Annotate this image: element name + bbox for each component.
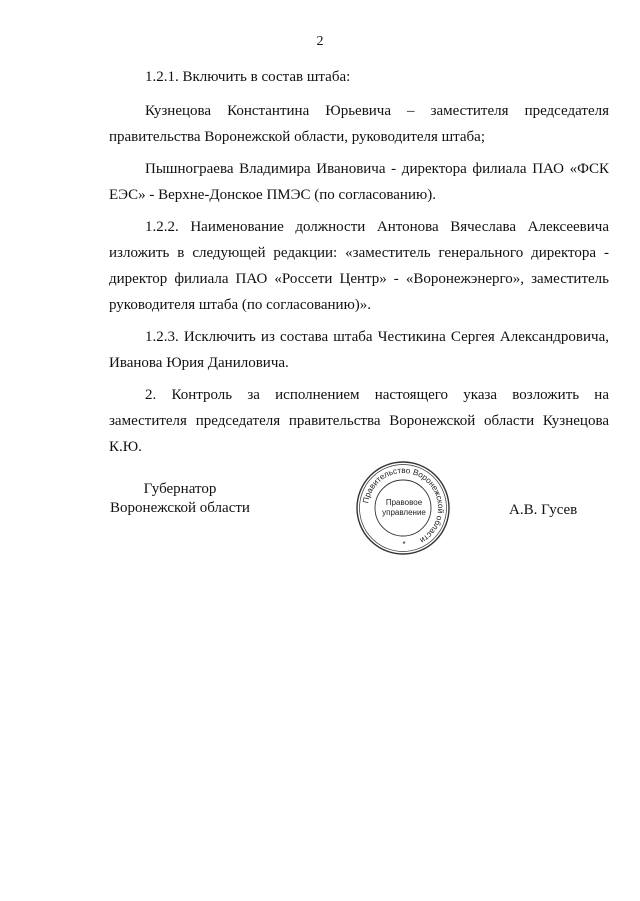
seal-star: * [402,540,406,549]
signatory-name: А.В. Гусев [509,502,578,518]
document-body [109,64,609,460]
paragraph-1-2-3: 1.2.3. Исключить из состава штаба Честикина Сергея Александровича, Иванова Юрия Даниловича. [109,329,609,371]
seal-ring-text: Правительство Воронежской области [361,465,446,546]
paragraph-1-2-1: 1.2.1. Включить в состав штаба: [145,69,351,85]
seal-center-line-1: Правовое [385,498,423,507]
signature-title-line-1: Губернатор [143,481,217,497]
signature-title-line-2: Воронежской области [110,500,250,516]
page-number: 2 [316,34,324,49]
official-seal-stamp [355,460,451,556]
paragraph-kuznetsov: Кузнецова Константина Юрьевича – заместителя председателя правительства Воронежской области, руководителя штаба; [109,103,609,145]
paragraph-pyshnograev: Пышнограева Владимира Ивановича - директора филиала ПАО «ФСК ЕЭС» - Верхне-Донское ПМЭС (по согласованию). [109,161,609,203]
paragraph-2: 2. Контроль за исполнением настоящего указа возложить на заместителя председателя правительства Воронежской области Кузнецова К.Ю. [109,387,609,455]
paragraph-1-2-2: 1.2.2. Наименование должности Антонова Вячеслава Алексеевича изложить в следующей редакции: «заместитель генерального директора - директор филиала ПАО «Россети Центр» - «Воронежэнерго», заместитель руководителя штаба (по согласованию)». [109,219,609,313]
signature-title [106,480,254,518]
seal-center-line-2: управление [382,508,426,517]
